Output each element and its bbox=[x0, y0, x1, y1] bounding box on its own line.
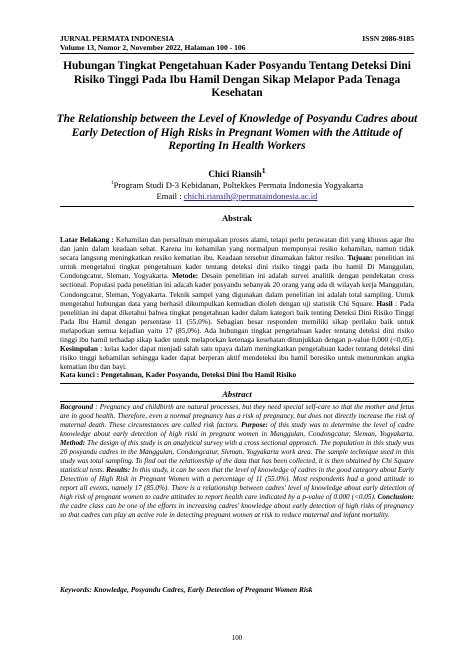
abstract-divider bbox=[60, 401, 414, 402]
purpose-label: Purpose: bbox=[241, 421, 268, 429]
conclusion-label: Conclusion: bbox=[377, 493, 414, 501]
header-divider bbox=[60, 53, 414, 54]
conclusion-text: the cadre class can be one of the efforts in increasing cadres' knowledge about early detection of high risks of pregnancy so that cadres can play an active role in detecting pregnant women at risk to reduce maternal and infant mortality. bbox=[60, 502, 414, 519]
author-name: Chici Riansih bbox=[208, 169, 262, 180]
purpose-text: of this study was to determine the level of cadre knowledge about early detection of high riski in pregnant women in Manggulan, Condongcatur, Sleman, Yogyakarta. bbox=[60, 421, 414, 438]
method-label: Method: bbox=[60, 439, 86, 447]
email-link[interactable]: chichi.riansih@permataindonesia.ac.id bbox=[183, 190, 318, 201]
latar-label: Latar Belakang : bbox=[60, 235, 114, 244]
tujuan-label: Tujuan: bbox=[347, 253, 373, 263]
results-label: Results: bbox=[106, 466, 131, 474]
kata-kunci: Kata kunci : Pengetahuan, Kader Posyandu, Deteksi Dini Ibu Hamil Risiko bbox=[60, 370, 297, 379]
issn: ISSN 2086-9185 bbox=[362, 34, 414, 43]
title-english: The Relationship between the Level of Knowledge of Posyandu Cadres about Early Detection of High Risks in Pregnant Women with the Attitude of Reporting In Health Workers bbox=[56, 113, 418, 153]
affiliation-block bbox=[60, 178, 414, 202]
abstrak-body bbox=[60, 235, 414, 371]
background-label: Bacground bbox=[60, 403, 94, 411]
metode-text: Desain penelitian ini adalah survei analitik dengan pendekatan cross sectional. Populasi pada penelitian ini ada;ah kader posyandu sebanyak 20 orang yang ada di wilayah kerja Manggulan, Condongcatur, Sleman, Yogyakarta. Teknik sampel yang digunakan dalam penelitian ini adalah total sampling. Untuk mengetahui hubungan data yang berhasil dikumpulkan kemudian dioleh dengan uji statistik Chi Square. bbox=[60, 271, 415, 308]
author-superscript: 1 bbox=[261, 166, 266, 175]
hasil-text: : Pada penelitian ini dapat diketahui bahwa tingkat pengetahuan kader dalam kategori baik tenting Deteksi Dini Risiko Tinggi Pada Ibu Hamil dengan persentase 11 (55,0%). Sebagian besar responden memiliki sikap perilaku baik untuk melaporkan semua kejadian yaitu 17 (85,0%). Ada hubungan tingkat pengetahuan kader tentang deteksi dini risiko tinggi ibu hamil terhadap sikap kader untuk melaporkan ketenaga kesehatan ditunjukkan dengan p-value 0,000 (<0,05). bbox=[60, 298, 414, 345]
abstrak-heading: Abstrak bbox=[221, 213, 253, 223]
results-text: In this study, it can be seen that the level of knowledge of cadres in the good category about Early Detection of High Risk in Pregnant Women with a percentage of 11 (55.0%). Most respondents had a good attitude to report all events, namely 17 (85.0%). There is a relationship between cadres' level of knowledge about early detection of high risk of pregnant women to cadre attitudes to report health care indicated by a p-value of 0.000 (<0.05). bbox=[60, 466, 414, 501]
kesimpulan-text: : kelas kader dapat menjadi salah satu upaya dalam meningkatkan pengetahuan kader tentang deteksi dini risiko tinggi kehamilan sehingga kader dapat berperan aktif mendeteksi ibu hamil beresiko untuk menurunkan angka kematian ibu dan bayi. bbox=[60, 344, 414, 372]
section-divider bbox=[60, 383, 414, 384]
keywords: Keywords: Knowledge, Posyandu Cadres, Early Detection of Pregnant Women Risk bbox=[60, 585, 313, 594]
affiliation: Program Studi D-3 Kebidanan, Poltekkes Permata Indonesia Yogyakarta bbox=[113, 179, 364, 190]
abstract-body bbox=[60, 403, 414, 520]
title-indonesian: Hubungan Tingkat Pengetahuan Kader Posyandu Tentang Deteksi Dini Risiko Tinggi Pada Ibu Hamil Dengan Sikap Melapor Pada Tenaga Kesehatan bbox=[63, 60, 411, 100]
metode-label: Metode: bbox=[172, 271, 199, 281]
section-divider bbox=[60, 206, 414, 207]
kesimpulan-label: Kesimpulan bbox=[60, 344, 98, 354]
affiliation-superscript: 1 bbox=[110, 180, 114, 186]
abstract-heading: Abstract bbox=[222, 389, 252, 399]
journal-header bbox=[60, 34, 245, 53]
hasil-label: Hasil bbox=[376, 298, 393, 308]
journal-name: JURNAL PERMATA INDONESIA bbox=[60, 34, 175, 43]
page-number: 100 bbox=[231, 634, 243, 642]
method-text: The design of this study is an analytical survey with a cross sectional approach. The population in this study was 20 posyandu cadres in the Manggulan, Condongcatur, Sleman, Yogyakarta work area. The sample technique used in this study was total sampling. To find out the relationship of the data that has been collected, it is then obtained by Chi Square statistical tests. bbox=[60, 439, 414, 474]
latar-text: Kehamilan dan persalinan merupakan proses alami, tetapi perlu perawatan diri yang khusus agar ibu dan janin dalam keadaan sehat. Karena itu kehamilan yang normalpun mempunyai resiko kehamilan, namun tidak secara langsung meningkatkan resiko kematian ibu. Keadaan tersebut dinamakan faktor resiko. bbox=[60, 235, 414, 263]
journal-issue: Volume 13, Nomor 2, November 2022, Halaman 100 - 106 bbox=[60, 43, 246, 53]
tujuan-text: penelitian ini untuk mengetahui tingkat pengetahuan kader tentang deteksi dini risiko tinggi pada ibu hamil Di Manggulan, Condongcatur, Sleman, Yogyakarta. bbox=[60, 253, 414, 281]
background-text: : Pregnancy and childbirth are natural processes, but they need special self-care so that the mother and fetus are in good health. Therefore, even a normal pregnancy has a risk of pregnancy, but does not directly increase the risk of maternal death. These circumstances are called risk factors. bbox=[60, 403, 414, 429]
email-label: Email : bbox=[156, 190, 182, 201]
